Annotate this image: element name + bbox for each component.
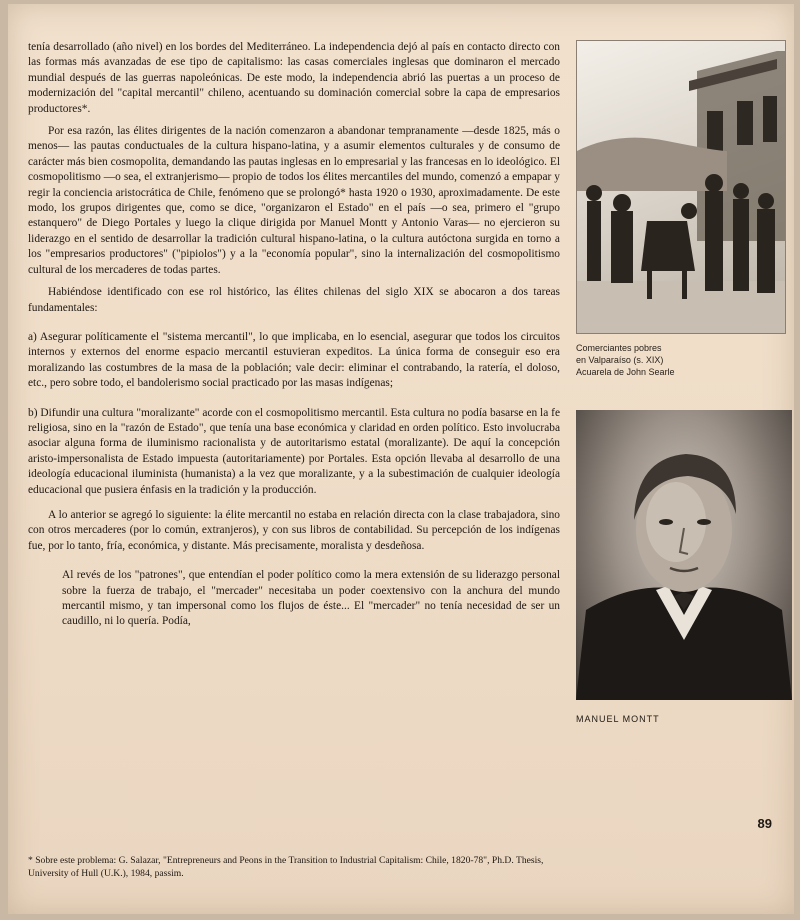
portrait-caption: MANUEL MONTT <box>576 714 660 724</box>
list-item-b: b) Difundir una cultura "moralizante" acorde con el cosmopolitismo mercantil. Esta cultura no podía basarse en la fe religiosa, sino en la "razón de Estado", que tenía una base económica y claridad en orden político. Esto involucraba asociar alguna forma de iluminismo racionalista y de autoritarismo estatal (moralizante). De aquí la concepción aristo-impersonalista de Estado impuesta (autoritariamente) por Portales. Esta opción llevaba al desarrollo de una ideología educacional iluminista (humanista) a la vez que moralizante, y a la subestimación de cualquier ideología educacional que pusiera énfasis en la tradición y la producción. <box>28 406 560 496</box>
paragraph-2: Por esa razón, las élites dirigentes de la nación comenzaron a abandonar tempranamente —desde 1825, más o menos— las pautas conductuales de la cultura hispano-latina, y a asumir elementos culturales y de consumo de carácter más bien cosmopolita, demandando las pautas inglesas en lo empresarial y las francesas en lo ideológico. El cosmopolitismo —o sea, el extranjerismo— propio de todos los élites mercantiles del mundo, comenzó a empapar y regir la conciencia aristocrática de Chile, fenómeno que se prolongó* hasta 1920 o 1930, aproximadamente. De este modo, los grupos dirigentes que, como se dice, "organizaron el Estado" en el país —o sea, primero el "grupo estanquero" de Diego Portales y luego la clique dirigida por Manuel Montt y Antonio Varas— no ejercieron su liderazgo en el sentido de desarrollar la tradición cultural hispano-latina, o la cultura autóctona surgida en torno a los "empresarios productores" ("pipiolos") y a la "economía popular", sino la internalización del cosmopolitismo cultural de los mercaderes de todas partes. <box>28 125 560 276</box>
manuel-montt-portrait <box>576 410 792 700</box>
engraving-caption <box>576 342 788 378</box>
list-item-a: a) Asegurar políticamente el "sistema mercantil", lo que implicaba, en lo esencial, asegurar que todos los circuitos internos y externos del enorme espacio mercantil estuvieran expeditos. La única forma de conseguir eso era moralizando las costumbres de la masa de la población; vale decir: eliminar el contrabando, la ratería, el doloso, etc., pero sobre todo, el bandolerismo social practicado por las masas indígenas; <box>28 330 560 390</box>
page-number: 89 <box>757 816 772 831</box>
portrait-drawing <box>576 410 792 700</box>
street-scene-engraving <box>576 40 786 334</box>
paragraph-3: Habiéndose identificado con ese rol histórico, las élites chilenas del siglo XIX se abocaron a dos tareas fundamentales: <box>28 286 560 314</box>
paragraph-1: tenía desarrollado (año nivel) en los bordes del Mediterráneo. La independencia dejó al país en contacto directo con las formas más avanzadas de ese tipo de capitalismo: las casas comerciales inglesas que dominaron el mercado mundial después de las guerras napoleónicas. De este modo, la independencia abrió las puertas a un proceso de modernización del "capital mercantil" chileno, acentuando su dominación comercial sobre la capa de empresarios productores*. <box>28 41 560 115</box>
street-scene-drawing <box>577 41 785 333</box>
engraving-caption-line: en Valparaíso (s. XIX) <box>576 355 664 365</box>
main-text-column <box>28 40 560 637</box>
illustration-column <box>576 40 788 724</box>
engraving-caption-line: Comerciantes pobres <box>576 343 662 353</box>
paragraph-6: A lo anterior se agregó lo siguiente: la élite mercantil no estaba en relación directa con la clase trabajadora, sino con otros mercaderes (por lo común, extranjeros), y con sus libros de contabilidad. Su percepción de los indígenas fue, por lo tanto, fría, económica, y distante. Más precisamente, moralista y desdeñosa. <box>28 508 560 552</box>
footnote: * Sobre este problema: G. Salazar, "Entrepreneurs and Peons in the Transition to Industrial Capitalism: Chile, 1820-78", Ph.D. Thesis, University of Hull (U.K.), 1984, passim. <box>28 855 544 879</box>
engraving-caption-line: Acuarela de John Searle <box>576 367 675 377</box>
block-quote: Al revés de los "patrones", que entendían el poder político como la mera extensión de su liderazgo personal sobre la fuerza de trabajo, el "mercader" necesitaba un poder coextensivo con la anchura del mundo mercantil mismo, y tan impersonal como los flujos de éste... El "mercader" no tenía necesidad de ser un caudillo, ni lo quería. Podía, <box>62 569 560 628</box>
book-page <box>8 4 794 914</box>
